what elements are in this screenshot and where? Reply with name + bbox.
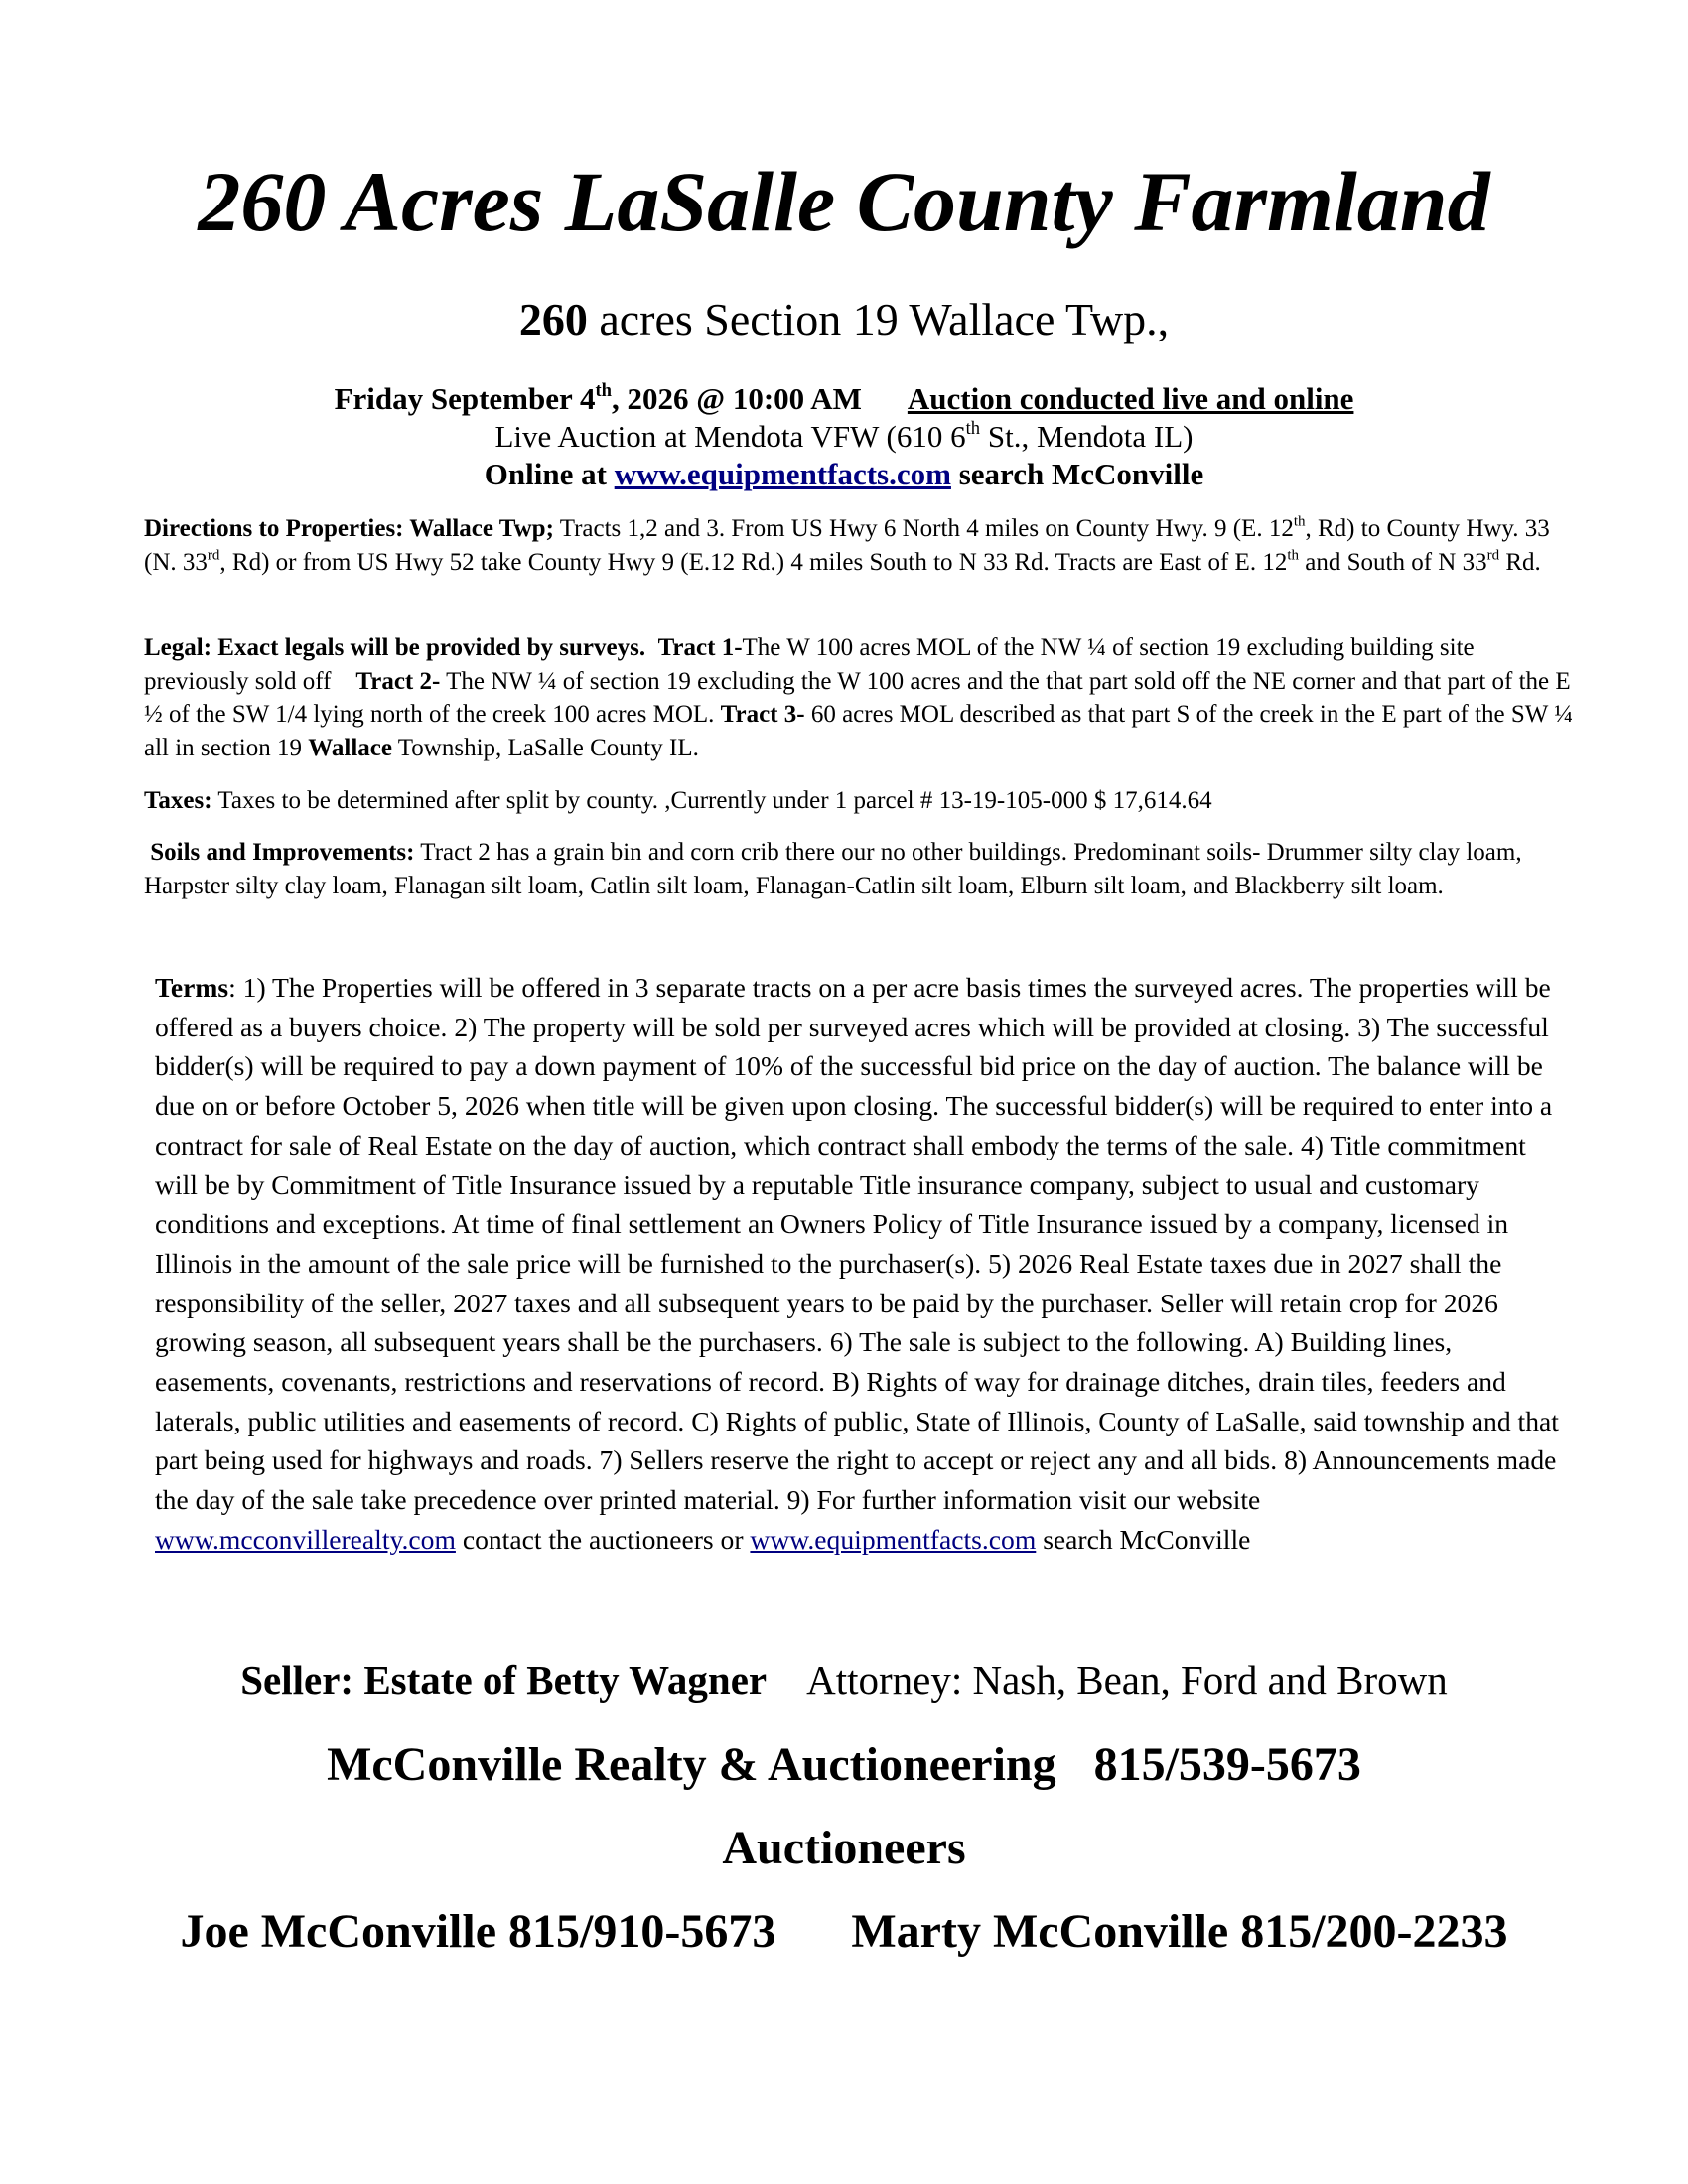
directions-label: Directions to Properties: Wallace Twp;: [144, 515, 554, 542]
township-text: Township, LaSalle County IL.: [391, 734, 699, 761]
sale-location-suffix: St., Mendota IL): [980, 419, 1194, 454]
subtitle: [0, 295, 1688, 345]
tract1-label: Tract 1-: [657, 634, 743, 661]
soils-paragraph: [144, 836, 1574, 902]
sale-location-prefix: Live Auction at Mendota VFW (610 6: [494, 419, 966, 454]
online-prefix: Online at: [484, 457, 615, 491]
auctioneers-heading: Auctioneers: [722, 1822, 966, 1874]
directions-sup-3: th: [1287, 547, 1299, 563]
sale-date-suffix: , 2026 @ 10:00 AM: [612, 381, 862, 416]
directions-sup-4: rd: [1486, 547, 1500, 563]
equipmentfacts-link-terms[interactable]: www.equipmentfacts.com: [750, 1523, 1037, 1555]
township-bold: Wallace: [308, 734, 392, 761]
mcconvillerealty-link[interactable]: www.mcconvillerealty.com: [155, 1523, 456, 1555]
auctioneers-line: [0, 1906, 1688, 1959]
auctioneer-joe: Joe McConville 815/910-5673: [180, 1905, 776, 1958]
taxes-label: Taxes:: [144, 787, 212, 814]
sale-date-sup: th: [595, 379, 613, 401]
directions-text-2: , Rd) to County Hwy. 33 (N. 33: [144, 515, 1550, 576]
page-title: 260 Acres LaSalle County Farmland: [198, 154, 1490, 249]
directions-text-4: and South of N 33: [1299, 548, 1487, 576]
directions-text-1: Tracts 1,2 and 3. From US Hwy 6 North 4 miles on County Hwy. 9 (E. 12: [553, 515, 1294, 542]
attorney-text: Attorney: Nash, Bean, Ford and Brown: [806, 1657, 1448, 1703]
equipmentfacts-link[interactable]: www.equipmentfacts.com: [614, 457, 951, 491]
directions-text-5: Rd.: [1499, 548, 1541, 576]
seller-label: Seller: Estate of Betty Wagner: [240, 1657, 768, 1703]
directions-text-3: , Rd) or from US Hwy 52 take County Hwy 9 (E.12 Rd.) 4 miles South to N 33 Rd. Tracts are East of E. 12: [219, 548, 1288, 576]
online-line: [0, 456, 1688, 493]
tract3-text: 60 acres MOL described as that part S of the creek in the E part of the SW ¼ all in section 19: [144, 701, 1573, 761]
auctioneer-marty: Marty McConville 815/200-2233: [851, 1905, 1508, 1958]
tract2-label: Tract 2-: [355, 667, 441, 695]
directions-sup-1: th: [1293, 513, 1306, 530]
terms-paragraph: [155, 968, 1565, 1560]
sale-info: [0, 380, 1688, 493]
taxes-text: Taxes to be determined after split by county. ,Currently under 1 parcel # 13-19-105-000 $ 17,614.64: [211, 787, 1212, 814]
terms-end: search McConville: [1036, 1523, 1251, 1555]
legal-label: Legal: Exact legals will be provided by surveys.: [144, 634, 646, 661]
seller-line: [0, 1658, 1688, 1703]
tract2-text: The NW ¼ of section 19 excluding the W 100 acres and the that part sold off the NE corner and that part of the E ½ of the SW 1/4 lying north of the creek 100 acres MOL.: [144, 667, 1571, 728]
terms-mid: contact the auctioneers or: [455, 1523, 751, 1555]
subtitle-text: acres Section 19 Wallace Twp.,: [587, 294, 1170, 344]
online-note: Auction conducted live and online: [907, 381, 1354, 416]
company-name: McConville Realty & Auctioneering: [327, 1738, 1056, 1791]
directions-sup-2: rd: [207, 547, 220, 563]
terms-text: : 1) The Properties will be offered in 3 separate tracts on a per acre basis times the surveyed acres. The properties will be offered as a buyers choice. 2) The property will be sold per surveyed acres which will be provided at closing. 3) The successful bidder(s) will be required to pay a down payment of 10% of the successful bid price on the day of auction. The balance will be due on or before October 5, 2026 when title will be given upon closing. The successful bidder(s) will be required to enter into a contract for sale of Real Estate on the day of auction, which contract shall embody the terms of the sale. 4) Title commitment will be by Commitment of Title Insurance issued by a reputable Title insurance company, subject to usual and customary conditions and exceptions. At time of final settlement an Owners Policy of Title Insurance issued by a company, licensed in Illinois in the amount of the sale price will be furnished to the purchaser(s). 5) 2026 Real Estate taxes due in 2027 shall the responsibility of the seller, 2027 taxes and all subsequent years to be paid by the purchaser. Seller will retain crop for 2026 growing season, all subsequent years shall be the purchasers. 6) The sale is subject to the following. A) Building lines, easements, covenants, restrictions and reservations of record. B) Rights of way for drainage ditches, drain tiles, feeders and laterals, public utilities and easements of record. C) Rights of public, State of Illinois, County of LaSalle, said township and that part being used for highways and roads. 7) Sellers reserve the right to accept or reject any and all bids. 8) Announcements made the day of the sale take precedence over printed material. 9) For further information visit our website: [155, 972, 1559, 1516]
company-phone: 815/539-5673: [1093, 1738, 1361, 1791]
soils-text: Tract 2 has a grain bin and corn crib there our no other buildings. Predominant soils- Drummer silty clay loam, Harpster silty clay loam, Flanagan silt loam, Catlin silt loam, Flanagan-Catlin silt loam, Elburn silt loam, and Blackberry silt loam.: [144, 839, 1522, 899]
sale-date: [335, 381, 862, 416]
company-line: [0, 1739, 1688, 1792]
subtitle-acres: 260: [518, 294, 588, 344]
sale-date-prefix: Friday September 4: [334, 381, 596, 416]
tract1-text: The W 100 acres MOL of the NW ¼ of section 19 excluding building site previously sold off: [144, 634, 1475, 695]
tract3-label: Tract 3-: [720, 701, 805, 728]
legal-paragraph: [144, 631, 1574, 764]
taxes-paragraph: [144, 784, 1574, 818]
online-suffix: search McConville: [950, 457, 1204, 491]
directions-paragraph: [144, 512, 1574, 579]
sale-location-sup: th: [965, 417, 981, 439]
terms-label: Terms: [155, 972, 229, 1003]
sale-date-line: [0, 380, 1688, 418]
sale-location-line: [0, 418, 1688, 456]
soils-label: Soils and Improvements:: [150, 839, 415, 866]
